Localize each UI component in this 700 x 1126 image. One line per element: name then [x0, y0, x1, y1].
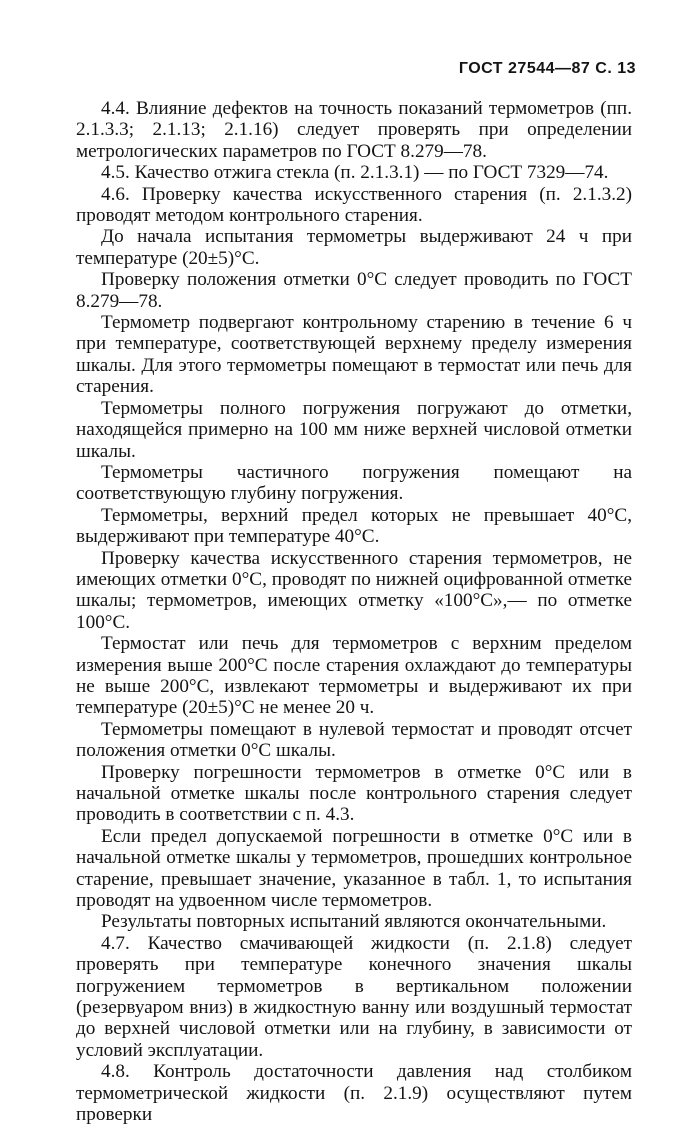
page-header: ГОСТ 27544—87 С. 13 [458, 60, 636, 77]
document-body [76, 98, 632, 1126]
paragraph: Термометры частичного погружения помещают на соответствующую глубину погружения. [76, 461, 632, 505]
paragraph-4-7: 4.7. Качество смачивающей жидкости (п. 2.1.8) следует проверять при температуре конечного значения шкалы погружением термометров в вертикальном положении (резервуаром вниз) в жидкостную ванну или воздушный термостат до верхней числовой отметки или на глубину, в зависимости от условий эксплуатации. [76, 932, 632, 1061]
paragraph: Термостат или печь для термометров с верхним пределом измерения выше 200°С после старения охлаждают до температуры не выше 200°С, извлекают термометры и выдерживают их при температуре (20±5)°С не менее 20 ч. [76, 633, 632, 719]
paragraph: До начала испытания термометры выдерживают 24 ч при температуре (20±5)°С. [76, 226, 632, 269]
paragraph: Термометры полного погружения погружают до отметки, находящейся примерно на 100 мм ниже верхней числовой отметки шкалы. [76, 397, 632, 462]
paragraph: Проверку качества искусственного старения термометров, не имеющих отметки 0°С, проводят по нижней оцифрованной отметке шкалы; термометров, имеющих отметку «100°С»,— по отметке 100°С. [76, 547, 632, 633]
paragraph-4-8: 4.8. Контроль достаточности давления над столбиком термометрической жидкости (п. 2.1.9) осуществляют путем проверки [76, 1061, 632, 1126]
paragraph: Термометры, верхний предел которых не превышает 40°С, выдерживают при температуре 40°С. [76, 504, 632, 548]
paragraph: Проверку положения отметки 0°С следует проводить по ГОСТ 8.279—78. [76, 269, 632, 312]
paragraph: Термометр подвергают контрольному старению в течение 6 ч при температуре, соответствующей верхнему пределу измерения шкалы. Для этого термометры помещают в термостат или печь для старения. [76, 312, 632, 398]
paragraph: Если предел допускаемой погрешности в отметке 0°С или в начальной отметке шкалы у термометров, прошедших контрольное старение, превышает значение, указанное в табл. 1, то испытания проводят на удвоенном числе термометров. [76, 825, 632, 912]
paragraph-4-6: 4.6. Проверку качества искусственного старения (п. 2.1.3.2) проводят методом контрольного старения. [76, 183, 632, 227]
paragraph-4-5: 4.5. Качество отжига стекла (п. 2.1.3.1) — по ГОСТ 7329—74. [101, 162, 609, 184]
paragraph-4-4: 4.4. Влияние дефектов на точность показаний термометров (пп. 2.1.3.3; 2.1.13; 2.1.16) следует проверять при определении метрологических параметров по ГОСТ 8.279—78. [76, 98, 632, 162]
paragraph: Результаты повторных испытаний являются окончательными. [101, 911, 607, 933]
paragraph: Термометры помещают в нулевой термостат и проводят отсчет положения отметки 0°С шкалы. [76, 718, 632, 762]
paragraph: Проверку погрешности термометров в отметке 0°С или в начальной отметке шкалы после контрольного старения следует проводить в соответствии с п. 4.3. [76, 761, 632, 826]
